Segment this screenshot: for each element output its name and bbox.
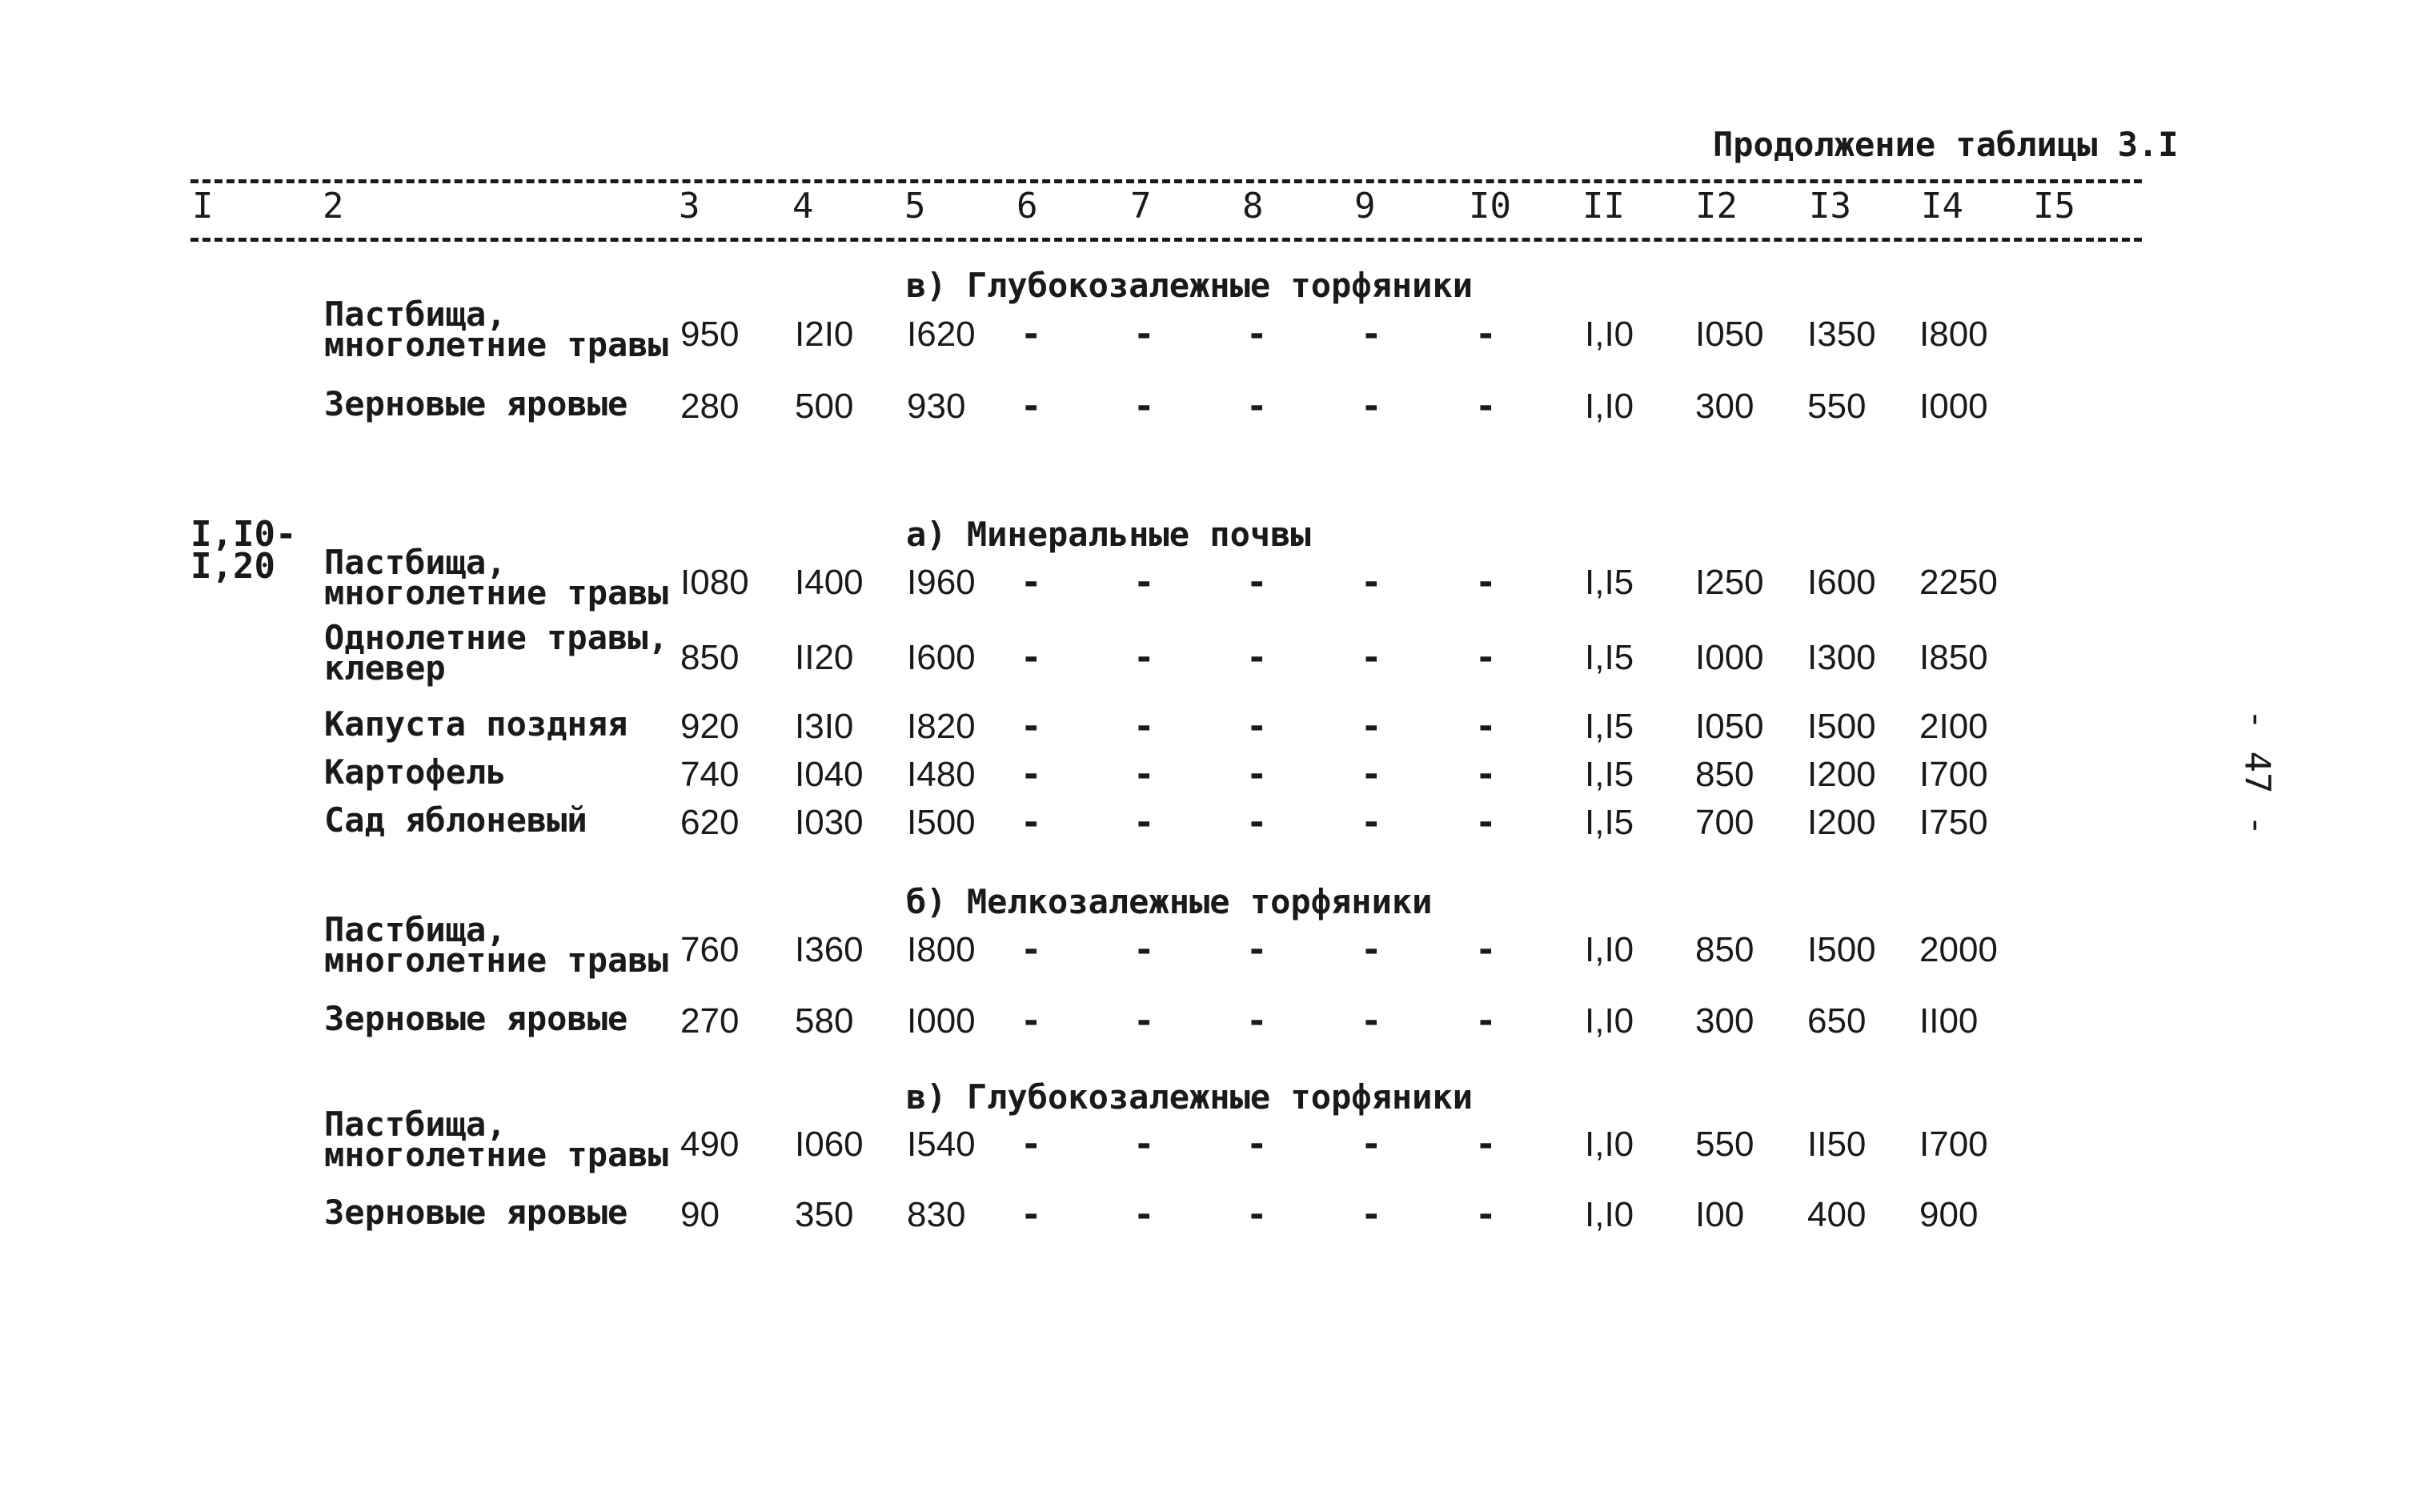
value-cell: 930 (907, 387, 966, 426)
group-label: I,I0- I,20 (190, 514, 297, 587)
dash-cell: - (1246, 386, 1268, 427)
dash-cell: - (1475, 929, 1497, 970)
header-rule-bottom (190, 238, 2142, 242)
dash-cell: - (1475, 386, 1497, 427)
dash-cell: - (1361, 1001, 1382, 1041)
dash-cell: - (1021, 1194, 1042, 1235)
value-cell: I600 (1807, 563, 1876, 602)
value-cell: 830 (907, 1195, 966, 1234)
value-cell: I,I0 (1585, 315, 1634, 354)
dash-cell: - (1133, 929, 1155, 970)
value-cell: 740 (680, 755, 740, 794)
value-cell: 620 (680, 803, 740, 842)
value-cell: 850 (680, 638, 740, 677)
row-name: Капуста поздняя (324, 704, 628, 744)
header-rule-top (190, 179, 2142, 183)
value-cell: 760 (680, 930, 740, 969)
section-title: в) Глубокозалежные торфяники (906, 1077, 1474, 1117)
dash-cell: - (1021, 637, 1042, 678)
value-cell: I050 (1695, 707, 1764, 746)
value-cell: I00 (1695, 1195, 1745, 1234)
dash-cell: - (1246, 1194, 1268, 1235)
value-cell: I500 (1807, 707, 1876, 746)
value-cell: I,I0 (1585, 387, 1634, 426)
dash-cell: - (1021, 562, 1042, 603)
dash-cell: - (1021, 706, 1042, 747)
dash-cell: - (1246, 754, 1268, 795)
value-cell: II50 (1807, 1125, 1867, 1164)
column-header: 2 (323, 186, 344, 227)
value-cell: I000 (907, 1001, 976, 1041)
value-cell: I800 (907, 930, 976, 969)
dash-cell: - (1021, 754, 1042, 795)
value-cell: I,I0 (1585, 1195, 1634, 1234)
value-cell: 2000 (1919, 930, 1998, 969)
value-cell: I2I0 (795, 315, 854, 354)
value-cell: 850 (1695, 930, 1754, 969)
value-cell: 2I00 (1919, 707, 1988, 746)
column-header: I0 (1469, 186, 1511, 227)
value-cell: II20 (795, 638, 854, 677)
value-cell: I,I5 (1585, 707, 1634, 746)
value-cell: 300 (1695, 387, 1754, 426)
dash-cell: - (1021, 386, 1042, 427)
value-cell: 700 (1695, 803, 1754, 842)
column-header: 8 (1242, 186, 1264, 227)
dash-cell: - (1021, 314, 1042, 355)
row-name: Пастбища, многолетние травы (324, 295, 668, 364)
dash-cell: - (1475, 637, 1497, 678)
dash-cell: - (1475, 314, 1497, 355)
dash-cell: - (1475, 754, 1497, 795)
section-title: б) Мелкозалежные торфяники (906, 882, 1433, 921)
value-cell: 270 (680, 1001, 740, 1041)
value-cell: I500 (907, 803, 976, 842)
column-header: I3 (1809, 186, 1851, 227)
value-cell: I750 (1919, 803, 1988, 842)
value-cell: 400 (1807, 1195, 1867, 1234)
value-cell: I,I5 (1585, 803, 1634, 842)
value-cell: I,I5 (1585, 638, 1634, 677)
value-cell: 900 (1919, 1195, 1979, 1234)
value-cell: I040 (795, 755, 864, 794)
column-header: I4 (1921, 186, 1963, 227)
value-cell: I480 (907, 755, 976, 794)
dash-cell: - (1133, 754, 1155, 795)
row-name: Однолетние травы, клевер (324, 618, 668, 688)
row-name: Сад яблоневый (324, 800, 587, 840)
section-title: а) Минеральные почвы (906, 515, 1311, 554)
value-cell: I360 (795, 930, 864, 969)
value-cell: I820 (907, 707, 976, 746)
dash-cell: - (1246, 562, 1268, 603)
value-cell: I,I0 (1585, 1125, 1634, 1164)
value-cell: I500 (1807, 930, 1876, 969)
value-cell: 500 (795, 387, 854, 426)
value-cell: I800 (1919, 315, 1988, 354)
value-cell: I200 (1807, 803, 1876, 842)
value-cell: I,I5 (1585, 563, 1634, 602)
value-cell: I620 (907, 315, 976, 354)
continuation-title: Продолжение таблицы 3.I (1713, 125, 2179, 164)
dash-cell: - (1475, 802, 1497, 843)
dash-cell: - (1361, 1124, 1382, 1165)
value-cell: I960 (907, 563, 976, 602)
value-cell: 920 (680, 707, 740, 746)
value-cell: 850 (1695, 755, 1754, 794)
dash-cell: - (1021, 1001, 1042, 1041)
dash-cell: - (1246, 1001, 1268, 1041)
value-cell: I250 (1695, 563, 1764, 602)
value-cell: 650 (1807, 1001, 1867, 1041)
dash-cell: - (1133, 802, 1155, 843)
value-cell: I,I0 (1585, 1001, 1634, 1041)
dash-cell: - (1133, 1194, 1155, 1235)
value-cell: 550 (1695, 1125, 1754, 1164)
value-cell: I000 (1919, 387, 1988, 426)
value-cell: 350 (795, 1195, 854, 1234)
dash-cell: - (1475, 1194, 1497, 1235)
dash-cell: - (1133, 1124, 1155, 1165)
column-header: I5 (2033, 186, 2075, 227)
dash-cell: - (1246, 314, 1268, 355)
dash-cell: - (1246, 929, 1268, 970)
value-cell: II00 (1919, 1001, 1979, 1041)
column-header: 4 (792, 186, 814, 227)
value-cell: I030 (795, 803, 864, 842)
dash-cell: - (1361, 706, 1382, 747)
row-name: Зерновые яровые (324, 1193, 628, 1232)
value-cell: 490 (680, 1125, 740, 1164)
dash-cell: - (1133, 637, 1155, 678)
dash-cell: - (1361, 754, 1382, 795)
column-header: 5 (904, 186, 926, 227)
column-header: II (1582, 186, 1625, 227)
value-cell: I400 (795, 563, 864, 602)
column-header: I (192, 186, 214, 227)
value-cell: I000 (1695, 638, 1764, 677)
row-name: Зерновые яровые (324, 384, 628, 423)
row-name: Пастбища, многолетние травы (324, 910, 668, 980)
value-cell: 280 (680, 387, 740, 426)
column-header: I2 (1695, 186, 1738, 227)
dash-cell: - (1133, 706, 1155, 747)
row-name: Пастбища, многолетние травы (324, 543, 668, 612)
dash-cell: - (1361, 314, 1382, 355)
dash-cell: - (1475, 1124, 1497, 1165)
row-name: Пастбища, многолетние травы (324, 1105, 668, 1174)
value-cell: I,I5 (1585, 755, 1634, 794)
value-cell: 300 (1695, 1001, 1754, 1041)
value-cell: I350 (1807, 315, 1876, 354)
column-header: 7 (1130, 186, 1152, 227)
dash-cell: - (1133, 386, 1155, 427)
dash-cell: - (1361, 929, 1382, 970)
dash-cell: - (1475, 706, 1497, 747)
value-cell: I080 (680, 563, 749, 602)
column-header: 3 (679, 186, 700, 227)
value-cell: 550 (1807, 387, 1867, 426)
dash-cell: - (1475, 1001, 1497, 1041)
value-cell: I,I0 (1585, 930, 1634, 969)
dash-cell: - (1133, 1001, 1155, 1041)
value-cell: I540 (907, 1125, 976, 1164)
row-name: Зерновые яровые (324, 999, 628, 1038)
dash-cell: - (1246, 706, 1268, 747)
value-cell: I700 (1919, 755, 1988, 794)
value-cell: 2250 (1919, 563, 1998, 602)
value-cell: I200 (1807, 755, 1876, 794)
dash-cell: - (1361, 562, 1382, 603)
value-cell: I060 (795, 1125, 864, 1164)
dash-cell: - (1021, 929, 1042, 970)
dash-cell: - (1021, 1124, 1042, 1165)
page-number: - 47 - (2236, 708, 2278, 836)
dash-cell: - (1361, 802, 1382, 843)
column-header: 9 (1354, 186, 1376, 227)
value-cell: 950 (680, 315, 740, 354)
value-cell: I850 (1919, 638, 1988, 677)
dash-cell: - (1246, 637, 1268, 678)
dash-cell: - (1361, 637, 1382, 678)
value-cell: I300 (1807, 638, 1876, 677)
value-cell: I600 (907, 638, 976, 677)
dash-cell: - (1021, 802, 1042, 843)
value-cell: 90 (680, 1195, 720, 1234)
value-cell: I3I0 (795, 707, 854, 746)
value-cell: I700 (1919, 1125, 1988, 1164)
dash-cell: - (1475, 562, 1497, 603)
value-cell: 580 (795, 1001, 854, 1041)
dash-cell: - (1246, 802, 1268, 843)
row-name: Картофель (324, 752, 507, 792)
value-cell: I050 (1695, 315, 1764, 354)
dash-cell: - (1246, 1124, 1268, 1165)
dash-cell: - (1361, 386, 1382, 427)
dash-cell: - (1133, 314, 1155, 355)
dash-cell: - (1361, 1194, 1382, 1235)
dash-cell: - (1133, 562, 1155, 603)
column-header: 6 (1017, 186, 1038, 227)
section-title: в) Глубокозалежные торфяники (906, 266, 1474, 305)
